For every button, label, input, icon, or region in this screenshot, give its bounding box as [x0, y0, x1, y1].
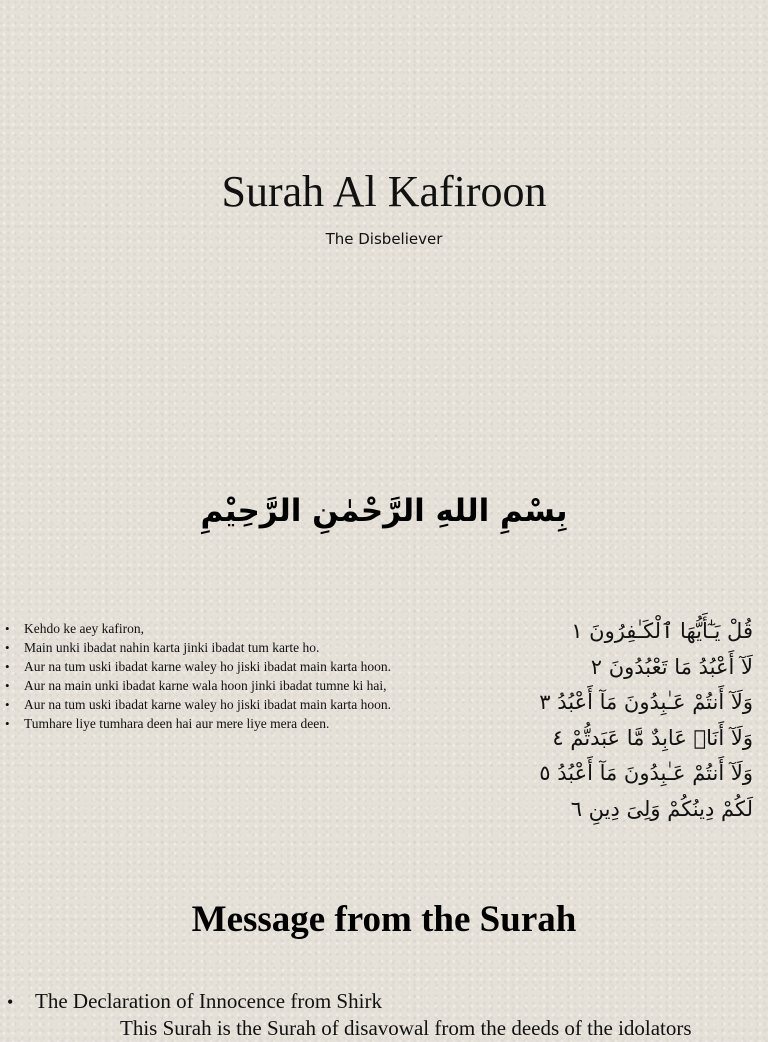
translation-item [4, 638, 462, 657]
bullet-icon: • [5, 621, 10, 636]
translation-item [4, 619, 462, 638]
translation-text: Aur na tum uski ibadat karne waley ho jiski ibadat main karta hoon. [24, 659, 392, 674]
translation-item [4, 714, 462, 733]
arabic-verse-4: وَلَآ أَنَا۠ عَابِدٌ مَّا عَبَدتُّمْ ٤ [552, 725, 753, 750]
translation-text: Main unki ibadat nahin karta jinki ibadat tum karte ho. [24, 640, 320, 655]
slide-title: Surah Al Kafiroon [221, 167, 547, 216]
message-title: Message from the Surah [191, 899, 577, 940]
bullet-icon: • [5, 716, 10, 731]
arabic-verse-3: وَلَآ أَنتُمْ عَـٰبِدُونَ مَآ أَعْبُدُ ٣ [539, 690, 753, 714]
translation-text: Tumhare liye tumhara deen hai aur mere liye mera deen. [24, 716, 330, 731]
slide-subtitle: The Disbeliever [325, 230, 443, 248]
bullet-icon: • [5, 678, 10, 693]
bullet-icon: • [5, 697, 10, 712]
message-sub-bullet: This Surah is the Surah of disavowal from the deeds of the idolators [120, 1016, 692, 1040]
translation-item [4, 695, 462, 714]
translation-item [4, 657, 462, 676]
translation-text: Aur na tum uski ibadat karne waley ho jiski ibadat main karta hoon. [24, 697, 392, 712]
bullet-icon: • [5, 659, 10, 674]
arabic-verse-6: لَكُمْ دِينُكُمْ وَلِىَ دِينِ ٦ [570, 796, 753, 821]
arabic-verses [455, 614, 753, 827]
arabic-verse-1: قُلْ يَـٰٓأَيُّهَا ٱلْكَـٰفِرُونَ ١ [571, 619, 753, 643]
bullet-icon: • [5, 640, 10, 655]
translation-list [4, 619, 462, 733]
arabic-verse-5: وَلَآ أَنتُمْ عَـٰبِدُونَ مَآ أَعْبُدُ ٥ [539, 761, 753, 785]
bismillah-calligraphy: بِسْمِ اللهِ الرَّحْمٰنِ الرَّحِيْمِ [200, 493, 568, 529]
arabic-verse-2: لَآ أَعْبُدُ مَا تَعْبُدُونَ ٢ [590, 654, 753, 679]
bullet-icon: • [7, 992, 14, 1012]
translation-text: Kehdo ke aey kafiron, [24, 621, 144, 636]
translation-item [4, 676, 462, 695]
message-bullet [7, 987, 382, 1016]
translation-text: Aur na main unki ibadat karne wala hoon jinki ibadat tumne ki hai, [24, 678, 387, 693]
message-bullet-text: The Declaration of Innocence from Shirk [35, 989, 382, 1013]
